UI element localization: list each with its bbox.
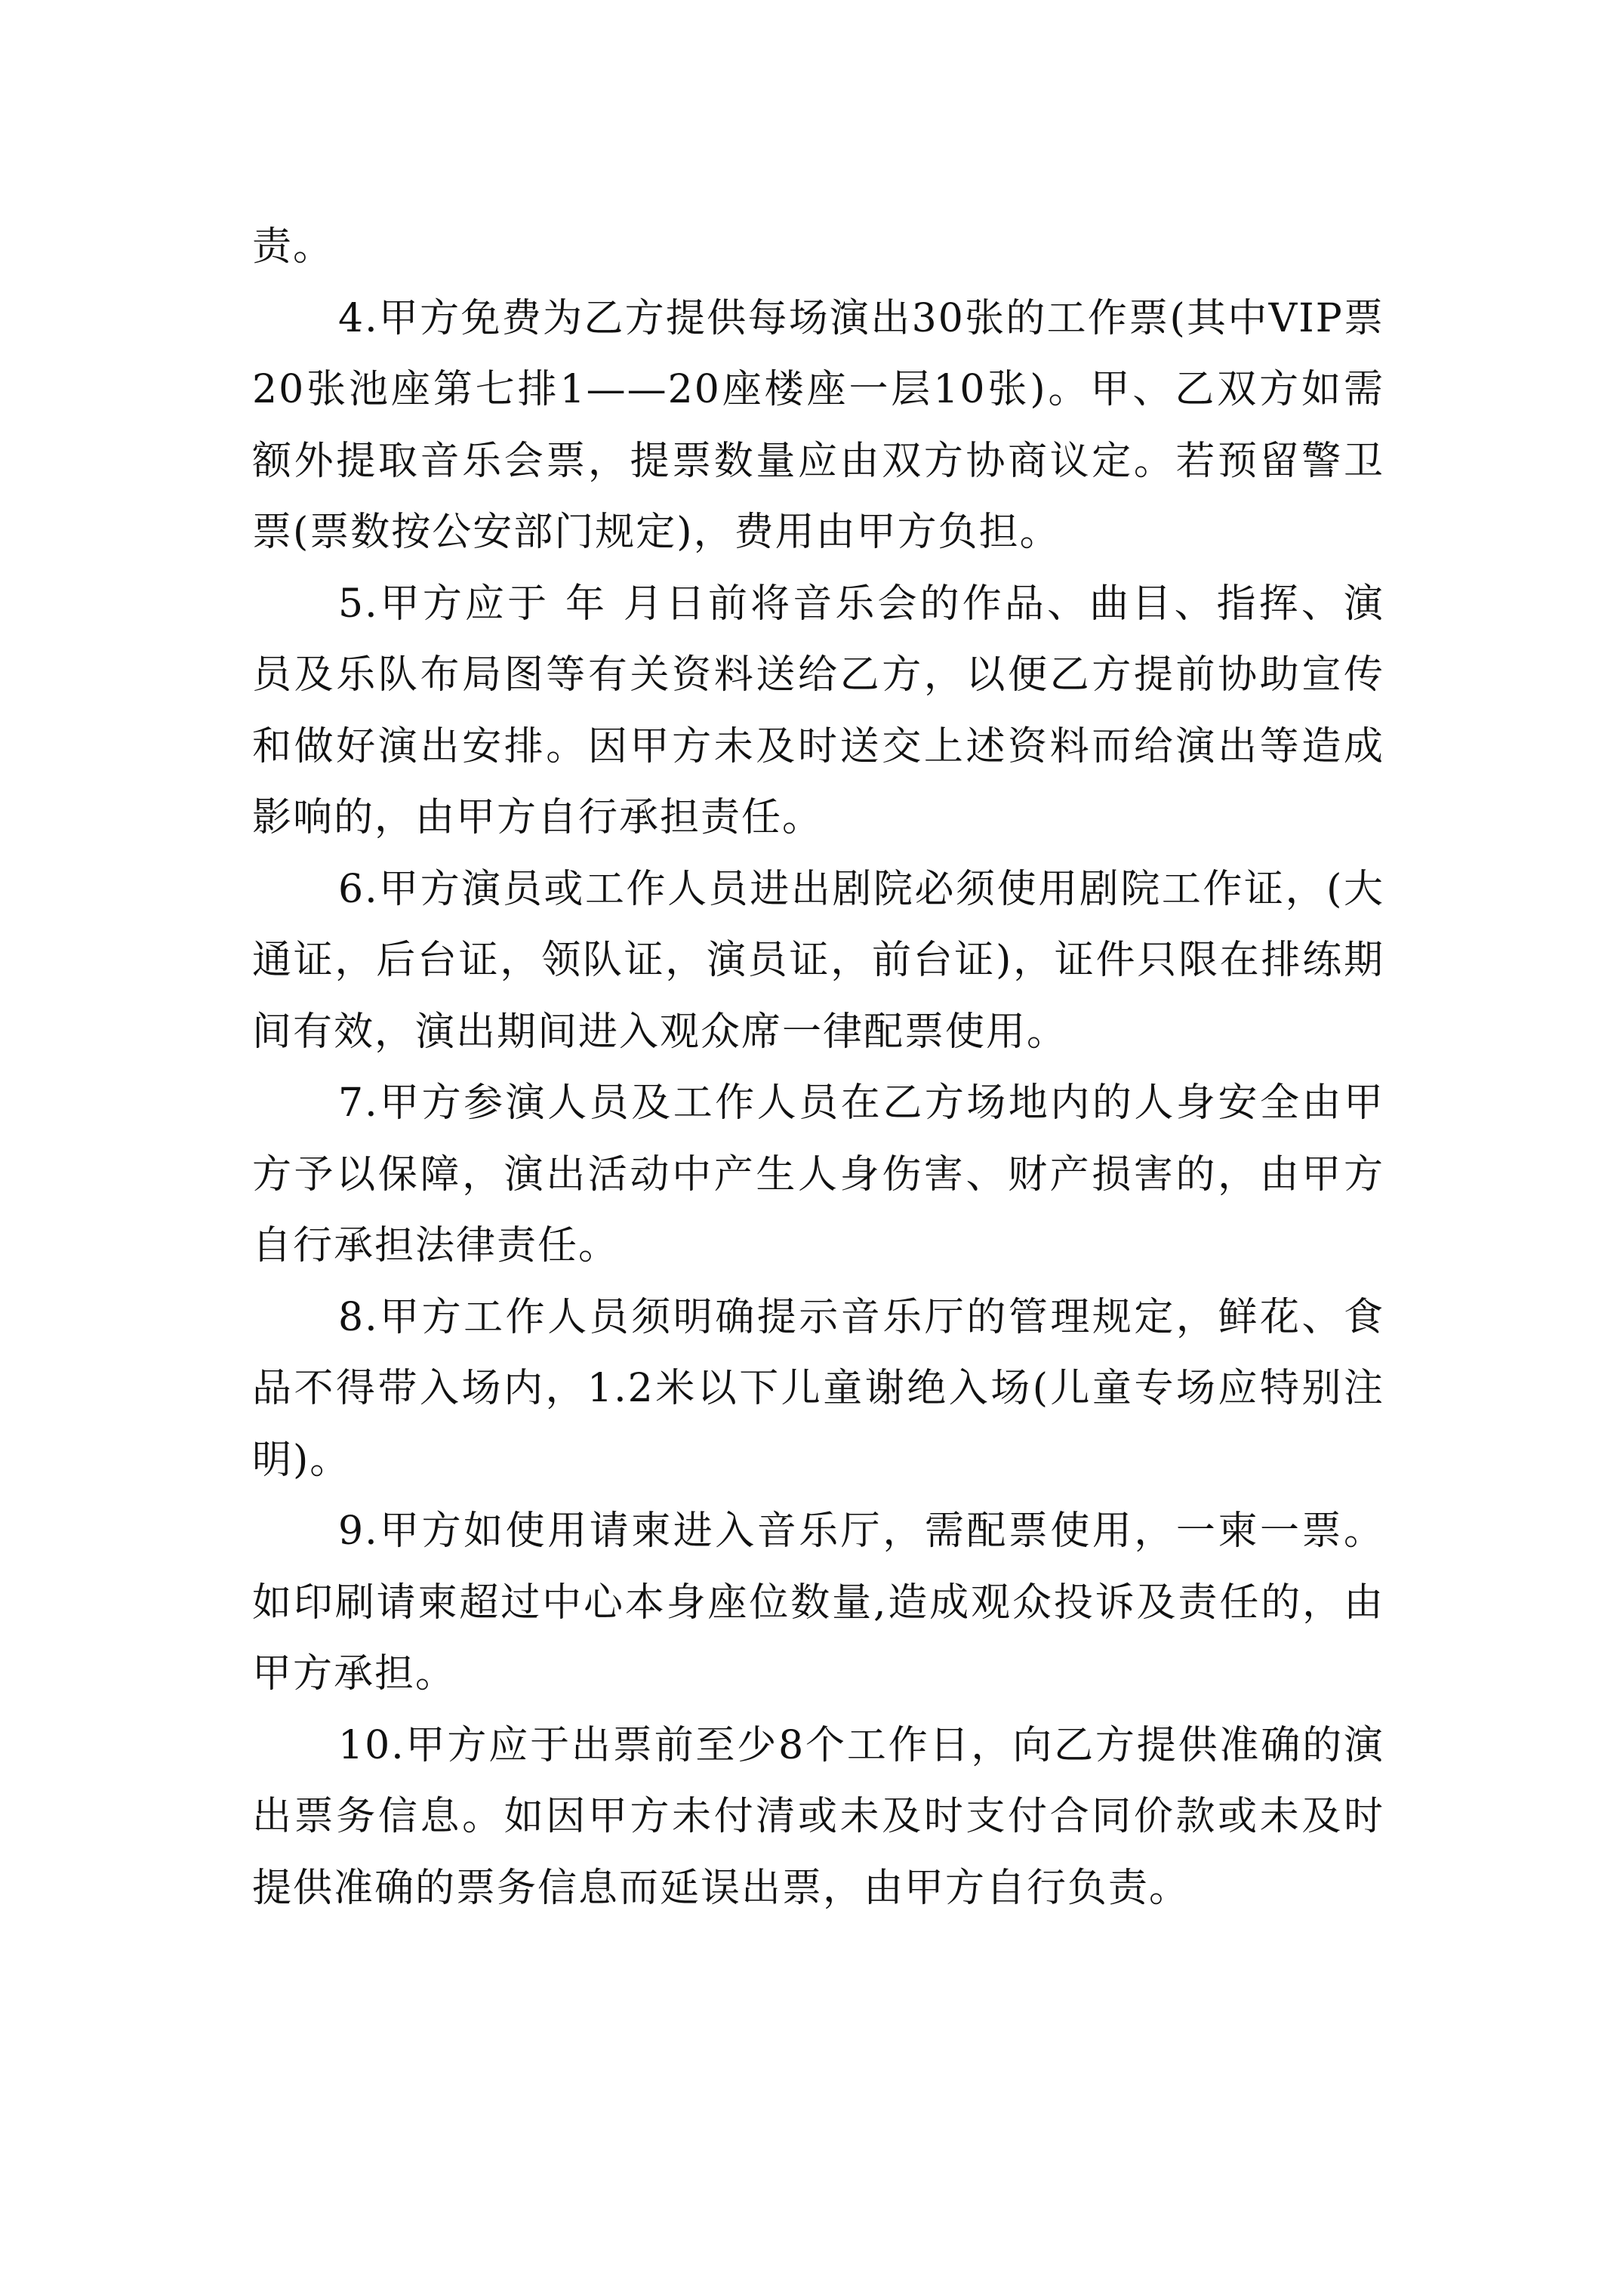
clause-10: 10.甲方应于出票前至少8个工作日，向乙方提供准确的演出票务信息。如因甲方未付清或未及时支付合同价款或未及时提供准确的票务信息而延误出票，由甲方自行负责。 (252, 1722, 1384, 1911)
clause-4: 4.甲方免费为乙方提供每场演出30张的工作票(其中VIP票20张池座第七排1——20座楼座一层10张)。甲、乙双方如需额外提取音乐会票，提票数量应由双方协商议定。若预留警卫票(票数按公安部门规定)，费用由甲方负担。 (252, 295, 1384, 555)
clause-6: 6.甲方演员或工作人员进出剧院必须使用剧院工作证，(大通证，后台证，领队证，演员证，前台证)，证件只限在排练期间有效，演出期间进入观众席一律配票使用。 (252, 866, 1384, 1055)
contract-body (252, 211, 1384, 1924)
clause-9: 9.甲方如使用请柬进入音乐厅，需配票使用，一柬一票。如印刷请柬超过中心本身座位数量,造成观众投诉及责任的，由甲方承担。 (252, 1509, 1384, 1697)
continuation-paragraph: 责。 (252, 224, 334, 270)
clause-5: 5.甲方应于 年 月日前将音乐会的作品、曲目、指挥、演员及乐队布局图等有关资料送给乙方，以便乙方提前协助宣传和做好演出安排。因甲方未及时送交上述资料而给演出等造成影响的，由甲方自行承担责任。 (252, 581, 1384, 840)
clause-8: 8.甲方工作人员须明确提示音乐厅的管理规定，鲜花、食品不得带入场内，1.2米以下儿童谢绝入场(儿童专场应特别注明)。 (252, 1294, 1384, 1483)
clause-7: 7.甲方参演人员及工作人员在乙方场地内的人身安全由甲方予以保障，演出活动中产生人身伤害、财产损害的，由甲方自行承担法律责任。 (252, 1080, 1384, 1268)
